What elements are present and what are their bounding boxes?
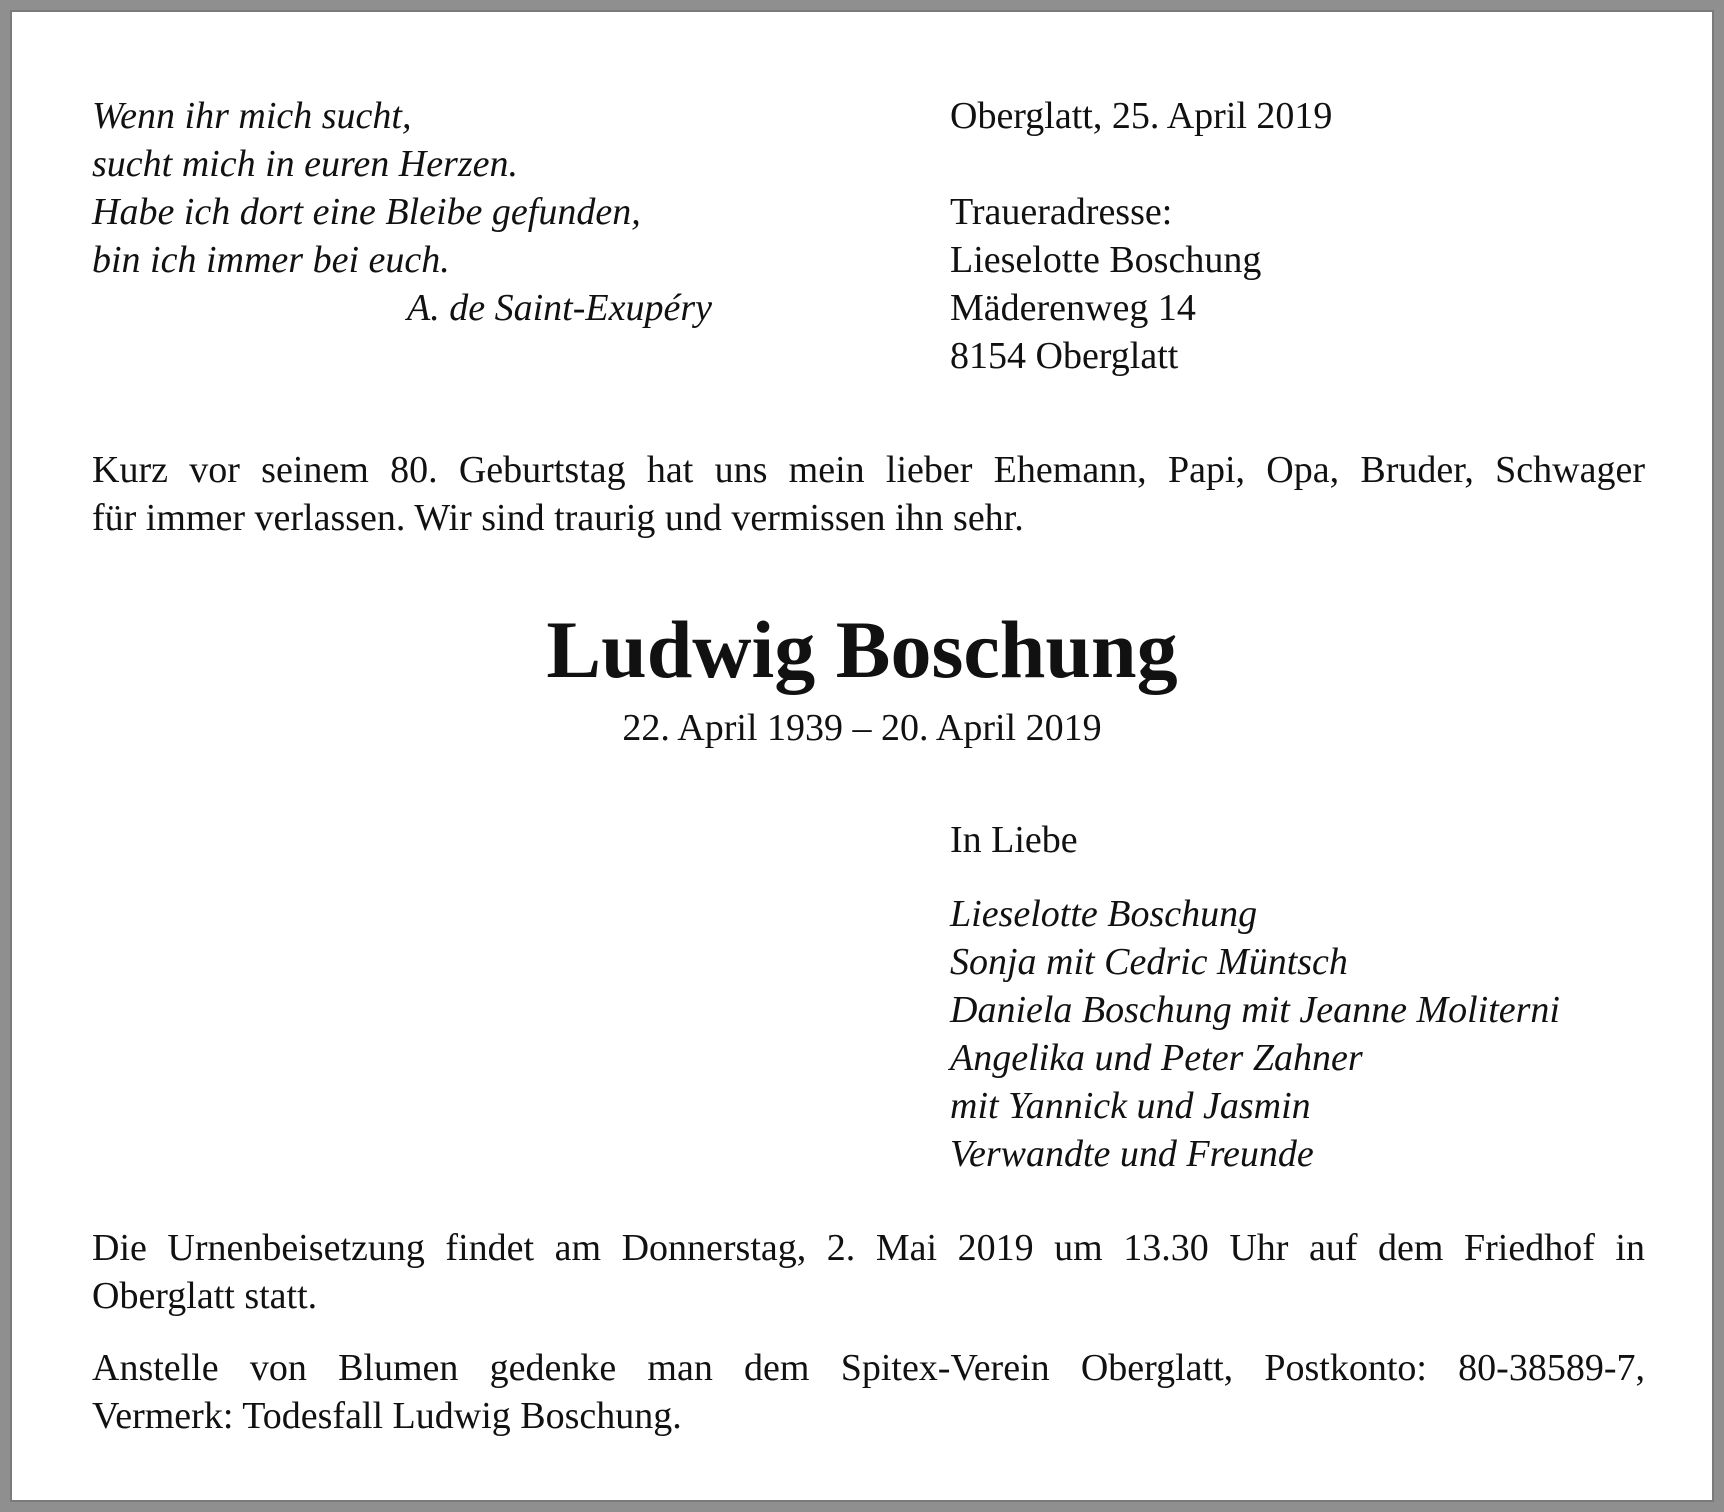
mourners-list — [950, 890, 1670, 1178]
poem-quote — [92, 92, 712, 332]
poem-line: Habe ich dort eine Bleibe gefunden, — [92, 191, 641, 233]
mourners-intro — [950, 816, 1670, 864]
funeral-line: Die Urnenbeisetzung findet am Donnerstag, 2. Mai 2019 um 13.30 Uhr auf dem Friedhof in — [92, 1227, 1645, 1269]
poem-line: sucht mich in euren Herzen. — [92, 143, 518, 185]
intro-line: Kurz vor seinem 80. Geburtstag hat uns mein lieber Ehemann, Papi, Opa, Bruder, Schwager — [92, 449, 1645, 491]
funeral-info — [92, 1224, 1645, 1320]
address-line: Lieselotte Boschung — [950, 239, 1262, 281]
obituary-notice — [12, 12, 1712, 1500]
intro-line: für immer verlassen. Wir sind traurig und vermissen ihn sehr. — [92, 497, 1024, 539]
address-line: Mäderenweg 14 — [950, 287, 1196, 329]
mourner-name: Daniela Boschung mit Jeanne Moliterni — [950, 989, 1560, 1031]
mourner-name: Sonja mit Cedric Müntsch — [950, 941, 1348, 983]
intro-text — [92, 446, 1645, 542]
donation-line: Anstelle von Blumen gedenke man dem Spitex-Verein Oberglatt, Postkonto: 80-38589-7, — [92, 1347, 1645, 1389]
mourner-name: Angelika und Peter Zahner — [950, 1037, 1363, 1079]
donation-line: Vermerk: Todesfall Ludwig Boschung. — [92, 1395, 682, 1437]
in-love-label: In Liebe — [950, 819, 1078, 861]
poem-line: bin ich immer bei euch. — [92, 239, 450, 281]
header-info — [950, 92, 1650, 380]
place-date: Oberglatt, 25. April 2019 — [950, 95, 1333, 137]
mourner-name: Lieselotte Boschung — [950, 893, 1258, 935]
donation-info — [92, 1344, 1645, 1440]
mourner-name: mit Yannick und Jasmin — [950, 1085, 1311, 1127]
life-dates: 22. April 1939 – 20. April 2019 — [622, 707, 1102, 749]
spacer — [950, 140, 1650, 188]
funeral-line: Oberglatt statt. — [92, 1275, 318, 1317]
address-line: 8154 Oberglatt — [950, 335, 1179, 377]
mourner-name: Verwandte und Freunde — [950, 1133, 1314, 1175]
address-label: Traueradresse: — [950, 191, 1173, 233]
poem-author: A. de Saint-Exupéry — [407, 287, 712, 329]
poem-line: Wenn ihr mich sucht, — [92, 95, 412, 137]
deceased-name: Ludwig Boschung — [546, 604, 1178, 695]
